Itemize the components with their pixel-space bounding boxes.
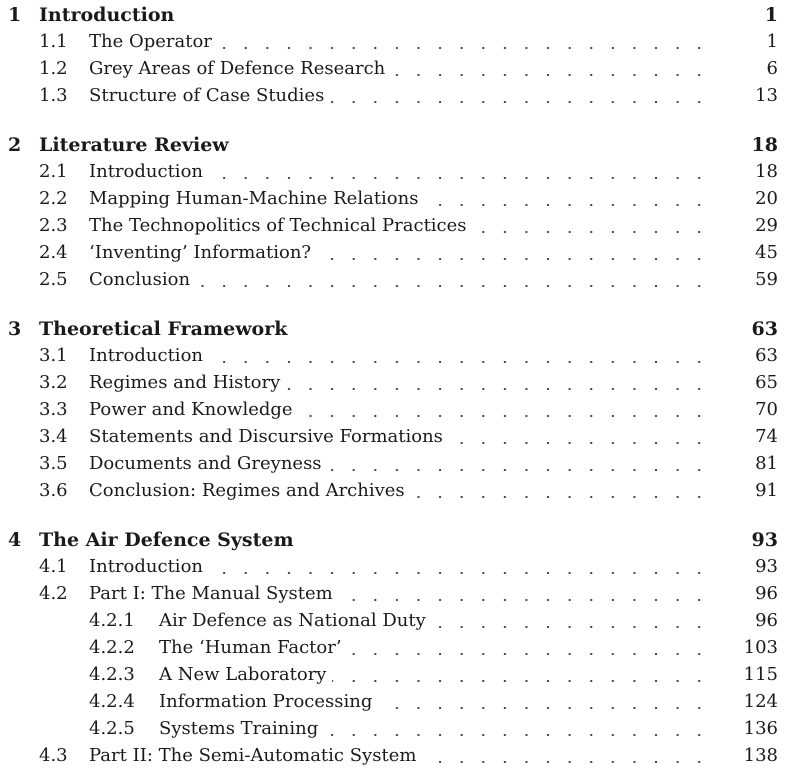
toc-entry-title: Mapping Human-Machine Relations [89,188,419,209]
toc-section-entry[interactable] [0,188,778,212]
dot-leader [209,177,710,179]
toc-entry-page-number: 103 [743,637,778,658]
toc-entry-number: 3 [8,318,22,340]
toc-chapter-entry[interactable] [0,529,778,553]
toc-section-entry[interactable] [0,372,778,396]
toc-subsection-entry[interactable] [0,664,778,688]
toc-entry-title: Part I: The Manual System [89,583,333,604]
toc-entry-page-number: 91 [755,480,778,501]
toc-entry-number: 1.1 [39,31,68,52]
toc-entry-page-number: 93 [755,556,778,577]
toc-entry-number: 4.2.2 [89,637,135,658]
toc-entry-number: 3.2 [39,372,68,393]
toc-entry-page-number: 20 [755,188,778,209]
toc-entry-title: ‘Inventing’ Information? [89,242,312,263]
toc-entry-title: A New Laboratory [159,664,327,685]
toc-entry-page-number: 115 [743,664,778,685]
dot-leader [432,626,710,628]
dot-leader [473,231,710,233]
toc-section-entry[interactable] [0,480,778,504]
dot-leader [218,47,710,49]
toc-entry-number: 3.6 [39,480,68,501]
dot-leader [424,204,710,206]
toc-entry-title: Air Defence as National Duty [159,610,426,631]
dot-leader [391,74,710,76]
toc-section-entry[interactable] [0,583,778,607]
toc-entry-number: 3.1 [39,345,68,366]
toc-entry-page-number: 1 [764,4,778,26]
dot-leader [299,415,710,417]
toc-entry-title: Structure of Case Studies [89,85,325,106]
toc-entry-title: Introduction [89,161,203,182]
toc-entry-title: Conclusion: Regimes and Archives [89,480,405,501]
toc-entry-page-number: 93 [751,529,778,551]
toc-entry-page-number: 81 [755,453,778,474]
toc-section-entry[interactable] [0,215,778,239]
toc-section-entry[interactable] [0,269,778,293]
dot-leader [411,496,710,498]
toc-entry-page-number: 70 [755,399,778,420]
toc-entry-title: Regimes and History [89,372,281,393]
toc-entry-title: Literature Review [39,134,229,156]
toc-entry-number: 1.3 [39,85,68,106]
toc-entry-page-number: 136 [743,718,778,739]
toc-entry-title: Theoretical Framework [39,318,288,340]
toc-section-entry[interactable] [0,85,778,109]
toc-section-entry[interactable] [0,345,778,369]
dot-leader [196,285,710,287]
toc-subsection-entry[interactable] [0,610,778,634]
dot-leader [339,599,710,601]
toc-entry-title: Introduction [39,4,175,26]
toc-entry-number: 2.3 [39,215,68,236]
toc-entry-number: 3.5 [39,453,68,474]
toc-entry-number: 3.3 [39,399,68,420]
dot-leader [332,680,710,682]
toc-entry-number: 4.2.4 [89,691,135,712]
toc-entry-title: Grey Areas of Defence Research [89,58,386,79]
toc-entry-page-number: 96 [755,583,778,604]
toc-entry-number: 4.2 [39,583,68,604]
toc-entry-title: Documents and Greyness [89,453,322,474]
toc-entry-number: 1.2 [39,58,68,79]
dot-leader [348,653,710,655]
toc-subsection-entry[interactable] [0,637,778,661]
toc-entry-title: Conclusion [89,269,191,290]
toc-subsection-entry[interactable] [0,691,778,715]
toc-entry-title: Information Processing [159,691,373,712]
dot-leader [378,707,710,709]
toc-entry-number: 1 [8,4,22,26]
toc-entry-page-number: 59 [755,269,778,290]
dot-leader [209,361,710,363]
toc-entry-title: Systems Training [159,718,319,739]
toc-entry-title: Power and Knowledge [89,399,293,420]
toc-entry-title: Statements and Discursive Formations [89,426,443,447]
toc-entry-page-number: 74 [755,426,778,447]
toc-chapter-entry[interactable] [0,4,778,28]
toc-entry-page-number: 13 [755,85,778,106]
toc-entry-title: The ‘Human Factor’ [159,637,342,658]
toc-section-entry[interactable] [0,161,778,185]
dot-leader [209,572,710,574]
toc-entry-number: 4.2.3 [89,664,135,685]
toc-entry-number: 4.1 [39,556,68,577]
toc-chapter-entry[interactable] [0,318,778,342]
toc-entry-page-number: 124 [743,691,778,712]
dot-leader [328,469,710,471]
toc-entry-page-number: 6 [766,58,778,79]
toc-entry-number: 3.4 [39,426,68,447]
toc-entry-page-number: 45 [755,242,778,263]
toc-entry-number: 2 [8,134,22,156]
dot-leader [286,388,710,390]
toc-section-entry[interactable] [0,453,778,477]
toc-entry-page-number: 1 [766,31,778,52]
toc-entry-page-number: 63 [755,345,778,366]
toc-entry-page-number: 18 [755,161,778,182]
toc-chapter-entry[interactable] [0,134,778,158]
toc-entry-title: The Operator [89,31,212,52]
toc-entry-number: 4.2.5 [89,718,135,739]
dot-leader [449,442,710,444]
toc-entry-number: 2.5 [39,269,68,290]
dot-leader [330,101,710,103]
toc-entry-title: The Air Defence System [39,529,294,551]
toc-entry-page-number: 65 [755,372,778,393]
toc-entry-page-number: 63 [751,318,778,340]
toc-entry-page-number: 138 [743,745,778,766]
toc-entry-page-number: 18 [751,134,778,156]
toc-entry-title: Introduction [89,556,203,577]
toc-section-entry[interactable] [0,745,778,769]
toc-section-entry[interactable] [0,399,778,423]
dot-leader [324,734,710,736]
toc-entry-title: The Technopolitics of Technical Practices [89,215,467,236]
toc-entry-number: 2.4 [39,242,68,263]
toc-entry-number: 2.2 [39,188,68,209]
dot-leader [422,761,710,763]
toc-entry-page-number: 96 [755,610,778,631]
toc-entry-number: 4.3 [39,745,68,766]
toc-section-entry[interactable] [0,31,778,55]
toc-entry-page-number: 29 [755,215,778,236]
toc-entry-number: 4.2.1 [89,610,135,631]
toc-section-entry[interactable] [0,242,778,266]
toc-entry-title: Introduction [89,345,203,366]
toc-entry-title: Part II: The Semi-Automatic System [89,745,417,766]
toc-section-entry[interactable] [0,426,778,450]
dot-leader [317,258,710,260]
toc-section-entry[interactable] [0,58,778,82]
toc-entry-number: 4 [8,529,22,551]
toc-entry-number: 2.1 [39,161,68,182]
toc-subsection-entry[interactable] [0,718,778,742]
toc-section-entry[interactable] [0,556,778,580]
